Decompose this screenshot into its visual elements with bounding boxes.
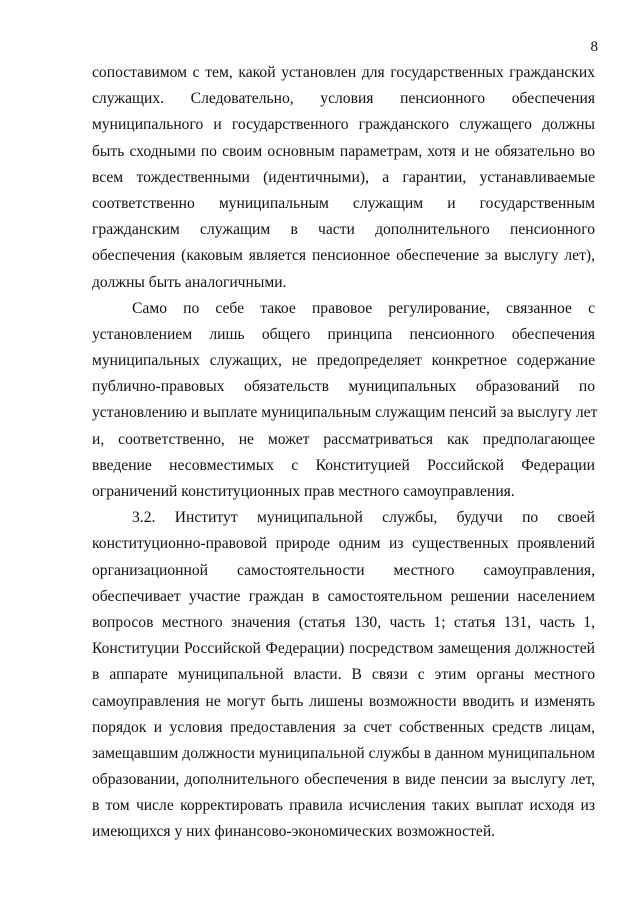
text-line: публично-правовых обязательств муниципальных образований по (92, 378, 595, 396)
text-line: порядок и условия предоставления за счет собственных средств лицам, (92, 718, 595, 736)
text-line: образовании, дополнительного обеспечения в виде пенсии за выслугу лет, (92, 771, 595, 789)
text-line: всем тождественными (идентичными), а гарантии, устанавливаемые (92, 168, 595, 186)
text-line: 3.2. Институт муниципальной службы, будучи по своей (132, 509, 595, 527)
paragraph-2 (92, 296, 598, 506)
paragraph-1 (92, 60, 595, 296)
text-line: муниципальных служащих, не предопределяет конкретное содержание (92, 352, 595, 370)
text-line: организационной самостоятельности местного самоуправления, (92, 561, 595, 579)
paragraph-3 (92, 505, 595, 845)
text-line: установлением лишь общего принципа пенсионного обеспечения (92, 325, 595, 343)
text-line: обеспечивает участие граждан в самостоятельном решении населением (92, 587, 595, 605)
text-line: в аппарате муниципальной власти. В связи с этим органы местного (92, 666, 595, 684)
page-number: 8 (590, 39, 598, 55)
text-line: самоуправления не могут быть лишены возможности вводить и изменять (92, 692, 595, 710)
text-line: служащих. Следовательно, условия пенсионного обеспечения (92, 90, 595, 108)
text-line: конституционно-правовой природе одним из существенных проявлений (92, 535, 595, 553)
text-line: имеющихся у них финансово-экономических возможностей. (92, 823, 496, 841)
text-line: и, соответственно, не может рассматриваться как предполагающее (92, 430, 595, 448)
text-line: Само по себе такое правовое регулирование, связанное с (132, 299, 595, 317)
text-line: замещавшим должности муниципальной службы в данном муниципальном (92, 744, 595, 762)
text-line: вопросов местного значения (статья 130, часть 1; статья 131, часть 1, (92, 613, 595, 631)
text-line: ограничений конституционных прав местного самоуправления. (92, 483, 515, 500)
text-line: обеспечения (каковым является пенсионное обеспечение за выслугу лет), (92, 247, 595, 265)
text-line: должны быть аналогичными. (92, 273, 287, 291)
text-line: установлению и выплате муниципальным служащим пенсий за выслугу лет (92, 404, 598, 422)
text-line: муниципального и государственного гражданского служащего должны (92, 116, 595, 134)
text-line: Конституции Российской Федерации) посредством замещения должностей (92, 640, 595, 658)
text-line: быть сходными по своим основным параметрам, хотя и не обязательно во (92, 142, 595, 160)
text-line: в том числе корректировать правила исчисления таких выплат исходя из (92, 797, 595, 815)
body-text (92, 60, 598, 846)
text-line: сопоставимом с тем, какой установлен для государственных гражданских (92, 64, 595, 81)
text-line: соответственно муниципальным служащим и государственным (92, 194, 595, 212)
text-line: гражданским служащим в части дополнительного пенсионного (92, 221, 595, 239)
text-line: введение несовместимых с Конституцией Российской Федерации (92, 456, 595, 474)
